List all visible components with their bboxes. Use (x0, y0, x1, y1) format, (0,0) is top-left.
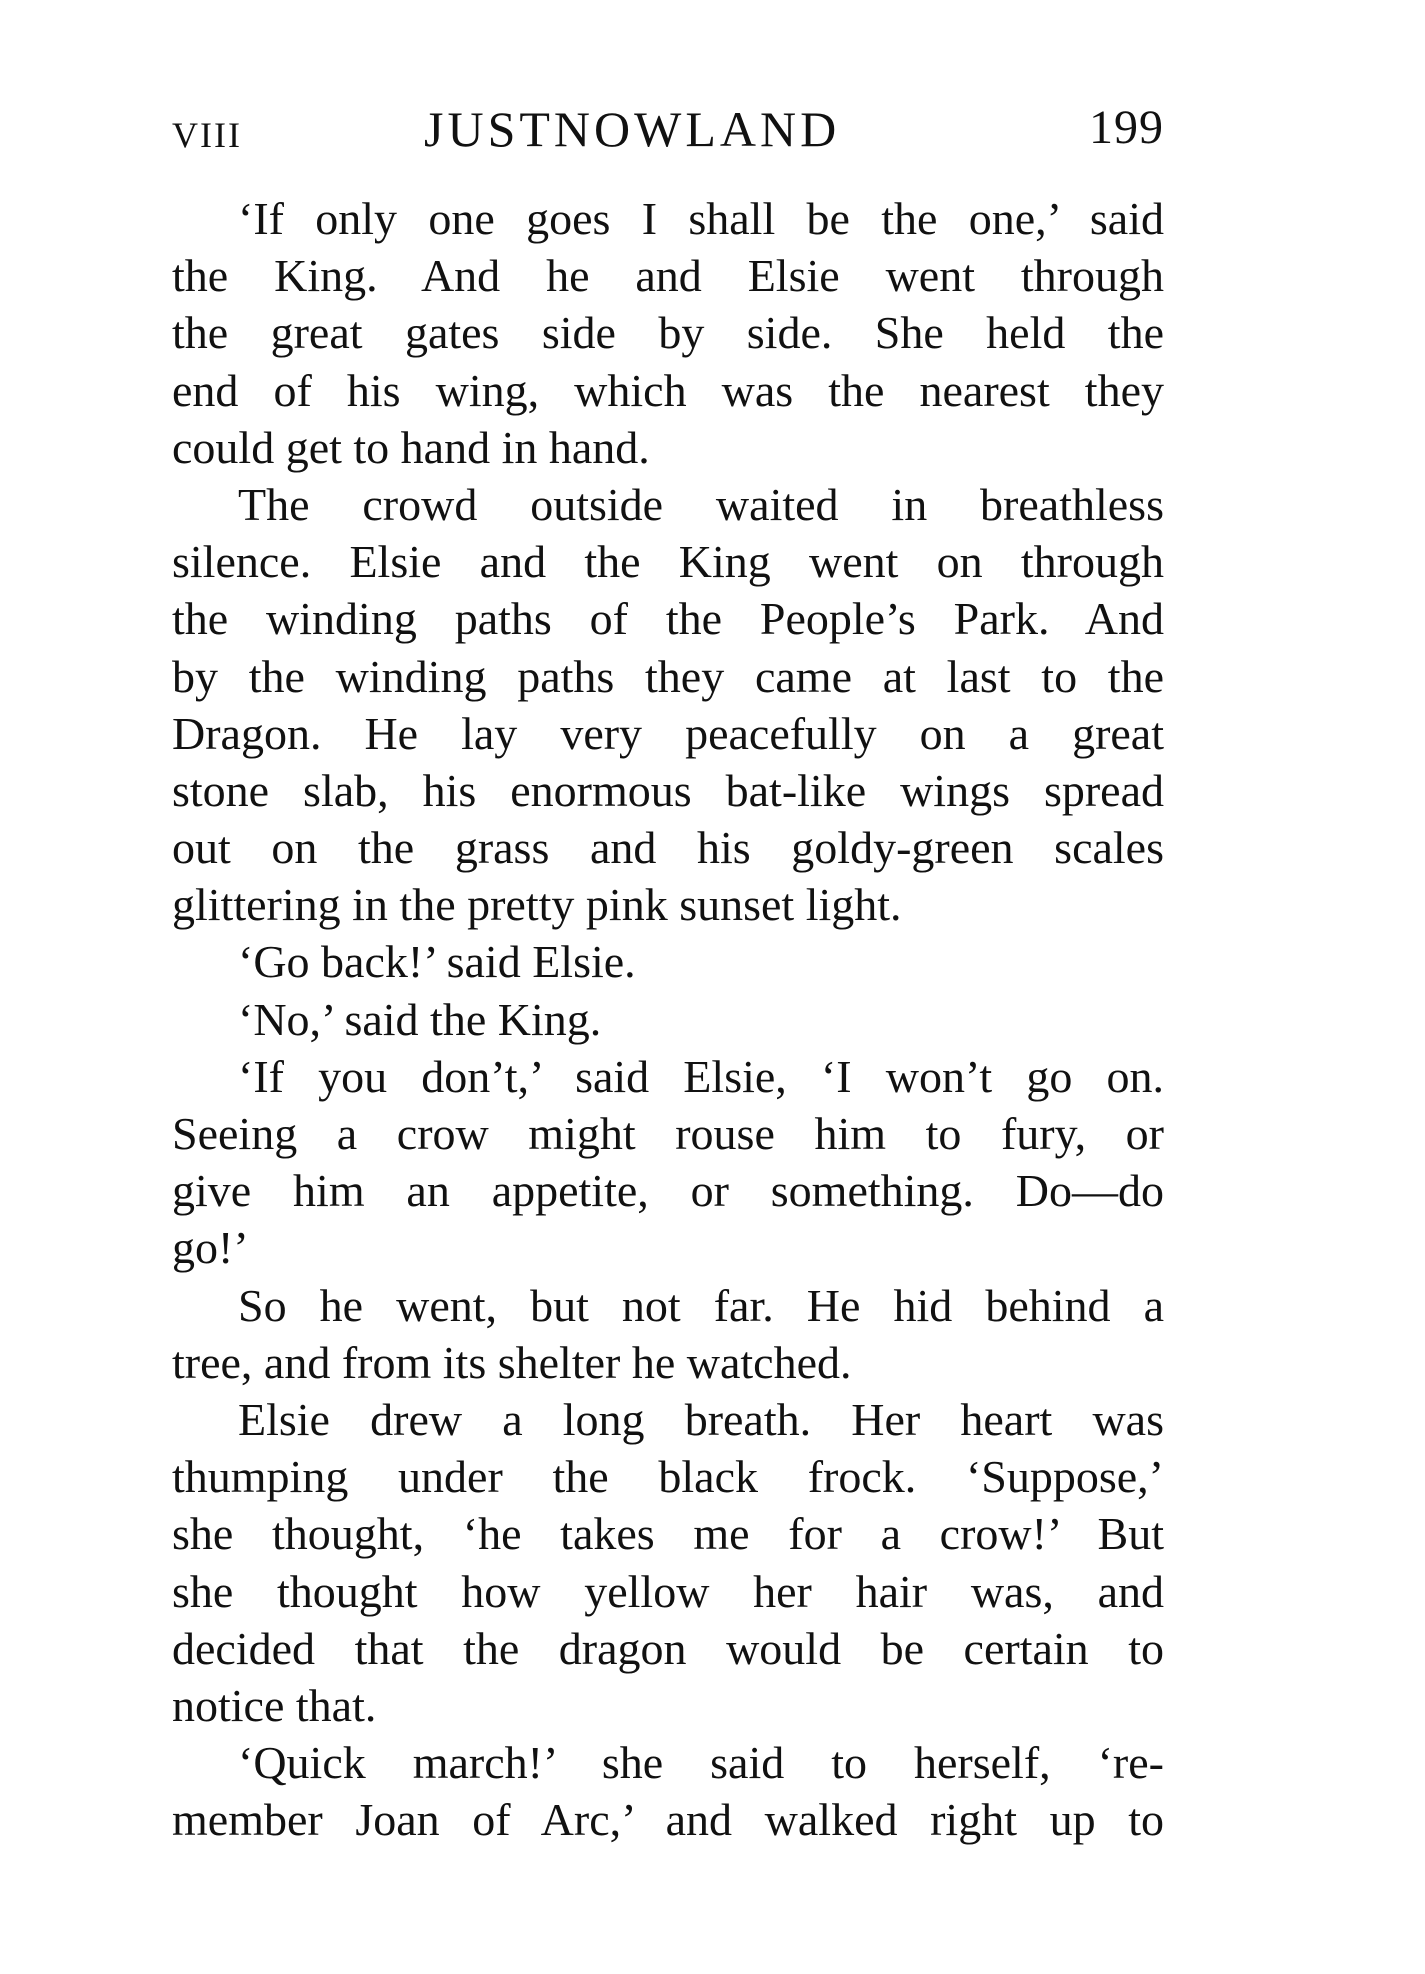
text-line: out on the grass and his goldy-green scales (172, 822, 1164, 874)
running-header (172, 100, 1164, 162)
text-line: ‘Go back!’ said Elsie. (238, 936, 636, 988)
text-line: silence. Elsie and the King went on through (172, 536, 1164, 588)
text-line: ‘If only one goes I shall be the one,’ said (238, 193, 1164, 244)
text-line: The crowd outside waited in breathless (238, 478, 1164, 530)
text-line: she thought how yellow her hair was, and (172, 1565, 1164, 1617)
text-line: glittering in the pretty pink sunset light. (172, 879, 902, 931)
text-line: notice that. (172, 1679, 377, 1731)
text-line: So he went, but not far. He hid behind a (238, 1279, 1164, 1331)
text-line: Seeing a crow might rouse him to fury, or (172, 1108, 1164, 1159)
text-line: she thought, ‘he takes me for a crow!’ But (172, 1508, 1164, 1560)
text-line: the great gates side by side. She held the (172, 307, 1164, 359)
page-number: 199 (1089, 101, 1164, 154)
text-line: end of his wing, which was the nearest they (172, 364, 1164, 416)
text-line: could get to hand in hand. (172, 421, 650, 473)
text-line: ‘Quick march!’ she said to herself, ‘re- (238, 1737, 1164, 1789)
text-line: ‘If you don’t,’ said Elsie, ‘I won’t go on. (238, 1050, 1164, 1102)
text-line: Elsie drew a long breath. Her heart was (238, 1393, 1164, 1445)
text-line: ‘No,’ said the King. (238, 993, 602, 1045)
text-line: stone slab, his enormous bat-like wings spread (172, 764, 1164, 816)
running-title: JUSTNOWLAND (424, 101, 841, 157)
text-line: thumping under the black frock. ‘Suppose,’ (172, 1451, 1164, 1503)
text-line: the winding paths of the People’s Park. And (172, 593, 1164, 645)
text-line: by the winding paths they came at last to the (172, 650, 1164, 702)
text-line: tree, and from its shelter he watched. (172, 1336, 852, 1388)
text-line: member Joan of Arc,’ and walked right up to (172, 1794, 1164, 1846)
text-line: the King. And he and Elsie went through (172, 250, 1164, 302)
text-line: decided that the dragon would be certain to (172, 1622, 1164, 1674)
chapter-number: VIII (172, 115, 242, 155)
body-text (172, 190, 1164, 1848)
text-line: give him an appetite, or something. Do—do (172, 1165, 1164, 1217)
text-line: go!’ (172, 1222, 249, 1274)
text-line: Dragon. He lay very peacefully on a great (172, 707, 1164, 759)
